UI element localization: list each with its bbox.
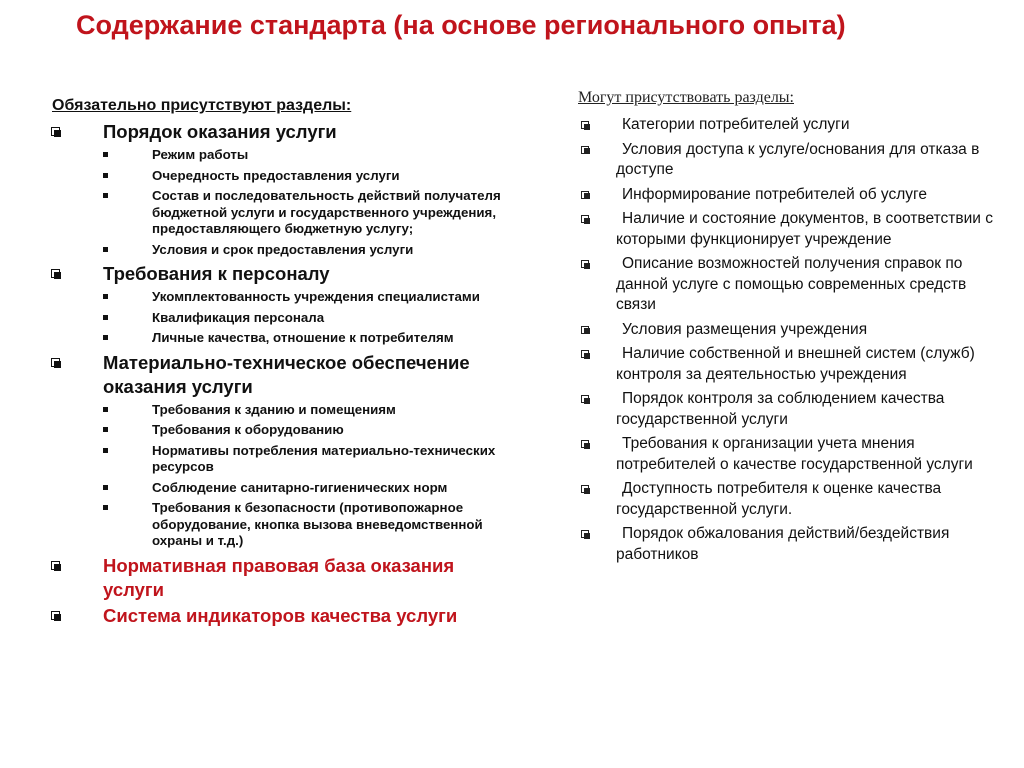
section-item <box>46 120 516 258</box>
optional-section-item <box>576 320 996 341</box>
section-item <box>46 351 516 550</box>
subitem: Квалификация персонала <box>103 310 516 327</box>
subitem: Укомплектованность учреждения специалистами <box>103 289 516 306</box>
subitem: Очередность предоставления услуги <box>103 168 516 185</box>
optional-section-item <box>576 209 996 250</box>
optional-section-text: Описание возможностей получения справок по данной услуге с помощью современных средств связи <box>616 255 967 313</box>
section-subitems <box>103 147 516 258</box>
subitem: Состав и последовательность действий получателя бюджетной услуги и государственного учреждения, предоставляющего бюджетную услугу; <box>103 188 516 238</box>
optional-section-text: Условия доступа к услуге/основания для отказа в доступе <box>616 140 980 178</box>
checkbox-bullet-icon <box>581 260 589 268</box>
optional-section-text: Порядок обжалования действий/бездействия работников <box>616 525 950 563</box>
section-item <box>46 262 516 347</box>
section-item <box>46 554 516 602</box>
optional-section-item <box>576 389 996 430</box>
subitem: Требования к зданию и помещениям <box>103 402 516 419</box>
subitem: Требования к оборудованию <box>103 422 516 439</box>
optional-section-text: Наличие собственной и внешней систем (служб) контроля за деятельностью учреждения <box>616 345 975 383</box>
optional-section-item <box>576 140 996 181</box>
section-title: Система индикаторов качества услуги <box>103 604 458 626</box>
mandatory-sections-column <box>46 96 516 630</box>
section-title: Порядок оказания услуги <box>103 121 337 142</box>
checkbox-bullet-icon <box>581 350 589 358</box>
mandatory-sections-heading: Обязательно присутствуют разделы: <box>52 97 352 114</box>
optional-section-text: Доступность потребителя к оценке качества государственной услуги. <box>616 480 942 518</box>
optional-section-item <box>576 254 996 316</box>
mandatory-sections-list <box>46 120 516 628</box>
checkbox-bullet-icon <box>51 561 60 570</box>
section-title: Нормативная правовая база оказания услуги <box>103 554 455 600</box>
checkbox-bullet-icon <box>581 121 589 129</box>
checkbox-bullet-icon <box>581 440 589 448</box>
optional-section-item <box>576 344 996 385</box>
optional-section-text: Категории потребителей услуги <box>622 116 850 133</box>
optional-section-item <box>576 434 996 475</box>
optional-section-text: Условия размещения учреждения <box>622 320 868 338</box>
section-subitems <box>103 402 516 550</box>
checkbox-bullet-icon <box>581 215 589 223</box>
optional-sections-column <box>576 88 996 569</box>
checkbox-bullet-icon <box>51 358 60 367</box>
optional-sections-heading: Могут присутствовать разделы: <box>578 89 794 106</box>
optional-sections-list <box>576 115 996 565</box>
checkbox-bullet-icon <box>581 485 589 493</box>
slide-title: Содержание стандарта (на основе регионального опыта) <box>76 10 846 40</box>
subitem: Режим работы <box>103 147 516 164</box>
subitem: Личные качества, отношение к потребителям <box>103 330 516 347</box>
optional-section-text: Порядок контроля за соблюдением качества государственной услуги <box>616 390 945 428</box>
optional-section-text: Наличие и состояние документов, в соответствии с которыми функционирует учреждение <box>616 210 993 248</box>
checkbox-bullet-icon <box>581 395 589 403</box>
optional-section-item <box>576 115 996 136</box>
subitem: Требования к безопасности (противопожарное оборудование, кнопка вызова вневедомственной охраны и т.д.) <box>103 500 516 550</box>
subitem: Условия и срок предоставления услуги <box>103 242 516 259</box>
section-subitems <box>103 289 516 347</box>
optional-section-item <box>576 524 996 565</box>
checkbox-bullet-icon <box>581 146 589 154</box>
subitem: Нормативы потребления материально-технических ресурсов <box>103 443 516 476</box>
checkbox-bullet-icon <box>581 191 589 199</box>
checkbox-bullet-icon <box>51 127 60 136</box>
optional-section-text: Информирование потребителей об услуге <box>622 185 927 203</box>
checkbox-bullet-icon <box>581 326 589 334</box>
checkbox-bullet-icon <box>51 269 60 278</box>
optional-section-item <box>576 479 996 520</box>
checkbox-bullet-icon <box>51 611 60 620</box>
optional-section-text: Требования к организации учета мнения потребителей о качестве государственной услуги <box>616 435 973 473</box>
subitem: Соблюдение санитарно-гигиенических норм <box>103 480 516 497</box>
optional-section-item <box>576 185 996 206</box>
checkbox-bullet-icon <box>581 530 589 538</box>
section-title: Материально-техническое обеспечение оказания услуги <box>103 351 470 397</box>
section-title: Требования к персоналу <box>103 263 330 284</box>
section-item <box>46 604 516 628</box>
